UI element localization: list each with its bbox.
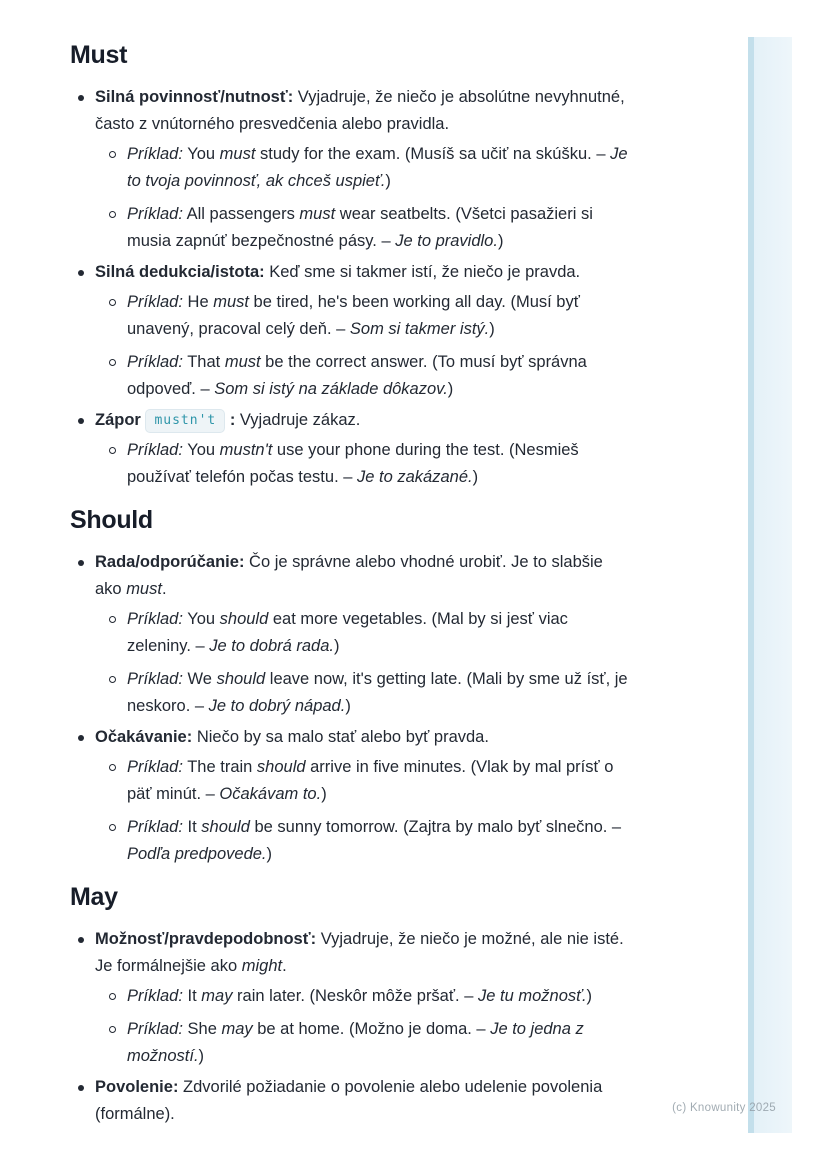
text-segment: Príklad: (127, 818, 183, 836)
text-segment: Som si istý na základe dôkazov. (214, 380, 448, 398)
text-segment: Je to dobrý nápad. (208, 697, 346, 715)
circle-bullet-icon (109, 151, 116, 158)
list-item (70, 926, 632, 1070)
text-segment: may (221, 1020, 253, 1038)
example-item (95, 437, 632, 491)
section-heading-may: May (70, 883, 118, 911)
text-segment: Príklad: (127, 353, 183, 371)
text-segment: We (182, 670, 217, 688)
circle-bullet-icon (109, 211, 116, 218)
text-segment: study for the exam. (Musíš sa učiť na skúšku. – (255, 145, 611, 163)
item-lead-text (95, 549, 632, 603)
disc-bullet-icon (78, 1085, 84, 1091)
text-segment: Možnosť/pravdepodobnosť: (95, 930, 317, 948)
text-segment: Povolenie: (95, 1078, 179, 1096)
text-segment: Príklad: (127, 441, 183, 459)
text-segment: Očakávanie: (95, 728, 193, 746)
text-segment: ) (586, 987, 593, 1005)
text-segment: Vyjadruje, že niečo je absolútne nevyhnutné, často z vnútorného presvedčenia alebo pravidla. (95, 88, 625, 133)
example-item (95, 814, 632, 868)
text-segment: may (201, 987, 233, 1005)
text-segment: Príklad: (127, 293, 183, 311)
text-segment: rain later. (Neskôr môže pršať. – (232, 987, 478, 1005)
text-segment: be sunny tomorrow. (Zajtra by malo byť slnečno. – (249, 818, 622, 836)
disc-bullet-icon (78, 418, 84, 424)
example-item (95, 1016, 632, 1070)
example-item (95, 983, 632, 1010)
example-list (95, 141, 632, 255)
text-segment: He (182, 293, 214, 311)
item-lead-text (95, 84, 632, 138)
text-segment: You (182, 610, 220, 628)
text-segment: The train (182, 758, 257, 776)
text-segment: Je to pravidlo. (395, 232, 498, 250)
text-segment: Silná dedukcia/istota: (95, 263, 265, 281)
text-segment: Príklad: (127, 987, 183, 1005)
list-item (70, 259, 632, 403)
text-segment: Silná povinnosť/nutnosť: (95, 88, 294, 106)
circle-bullet-icon (109, 824, 116, 831)
item-lead-text (95, 259, 632, 286)
text-segment: Je tu možnosť. (477, 987, 587, 1005)
item-lead-text (95, 407, 632, 434)
text-segment: be the correct answer. (To musí byť správna odpoveď. – (127, 353, 587, 398)
text-segment: be tired, he's been working all day. (Musí byť unavený, pracoval celý deň. – (127, 293, 580, 338)
text-segment: ) (497, 232, 504, 250)
text-segment: ) (447, 380, 454, 398)
text-segment: Zápor (95, 411, 141, 429)
list-item (70, 549, 632, 720)
text-segment: ) (385, 172, 391, 190)
circle-bullet-icon (109, 993, 116, 1000)
text-segment: Príklad: (127, 670, 183, 688)
text-segment: Príklad: (127, 758, 183, 776)
text-segment: ) (334, 637, 340, 655)
text-segment: She (182, 1020, 222, 1038)
section-list-must (70, 84, 632, 491)
text-segment: Niečo by sa malo stať alebo byť pravda. (192, 728, 489, 746)
text-segment: leave now, it's getting late. (Mali by sme už ísť, je neskoro. – (127, 670, 628, 715)
text-segment: Rada/odporúčanie: (95, 553, 245, 571)
code-token: mustn't (145, 409, 225, 433)
page-edge-preview (748, 37, 792, 1133)
text-segment: : (229, 411, 236, 429)
text-segment: should (219, 610, 269, 628)
section-list-may (70, 926, 632, 1128)
list-item (70, 407, 632, 491)
text-segment: mustn't (219, 441, 273, 459)
text-segment: Príklad: (127, 205, 183, 223)
example-item (95, 201, 632, 255)
text-segment: All passengers (182, 205, 300, 223)
text-segment: Je to jedna z možností. (127, 1020, 584, 1065)
text-segment: Som si takmer istý. (349, 320, 490, 338)
circle-bullet-icon (109, 299, 116, 306)
example-list (95, 437, 632, 491)
section-heading-must: Must (70, 41, 128, 69)
list-item (70, 724, 632, 868)
circle-bullet-icon (109, 616, 116, 623)
text-segment: must (299, 205, 336, 223)
text-segment: should (256, 758, 306, 776)
disc-bullet-icon (78, 735, 84, 741)
circle-bullet-icon (109, 359, 116, 366)
example-item (95, 289, 632, 343)
circle-bullet-icon (109, 447, 116, 454)
example-item (95, 754, 632, 808)
text-segment: You (182, 441, 220, 459)
text-segment: Keď sme si takmer istí, že niečo je pravda. (264, 263, 581, 281)
text-segment: ) (266, 845, 273, 863)
list-item (70, 84, 632, 255)
text-segment: must (224, 353, 261, 371)
example-list (95, 289, 632, 403)
text-segment: It (182, 987, 202, 1005)
circle-bullet-icon (109, 676, 116, 683)
text-segment: ) (345, 697, 351, 715)
text-segment: Je to zakázané. (357, 468, 473, 486)
text-segment: . (161, 580, 167, 598)
text-segment: That (182, 353, 225, 371)
text-segment: . (282, 957, 287, 975)
disc-bullet-icon (78, 270, 84, 276)
text-segment: Zdvorilé požiadanie o povolenie alebo udelenie povolenia (formálne). (95, 1078, 603, 1123)
text-segment: ) (489, 320, 495, 338)
text-segment: must (126, 580, 162, 598)
text-segment: Je to dobrá rada. (209, 637, 334, 655)
text-segment: wear seatbelts. (Všetci pasažieri si musia zapnúť bezpečnostné pásy. – (127, 205, 593, 250)
text-segment: arrive in five minutes. (Vlak by mal prísť o päť minút. – (127, 758, 614, 803)
text-segment: Príklad: (127, 1020, 183, 1038)
text-segment: use your phone during the test. (Nesmieš používať telefón počas testu. – (127, 441, 579, 486)
example-list (95, 606, 632, 720)
text-segment: Očakávam to. (219, 785, 322, 803)
text-segment: Príklad: (127, 610, 183, 628)
example-item (95, 141, 632, 195)
text-segment: eat more vegetables. (Mal by si jesť viac zeleniny. – (127, 610, 568, 655)
text-segment: ) (472, 468, 479, 486)
text-segment: Je to tvoja povinnosť, ak chceš uspieť. (127, 145, 628, 190)
item-lead-text (95, 926, 632, 980)
text-segment: be at home. (Možno je doma. – (252, 1020, 491, 1038)
text-segment: Čo je správne alebo vhodné urobiť. Je to slabšie ako (95, 553, 603, 598)
example-list (95, 754, 632, 868)
text-segment: should (216, 670, 266, 688)
example-item (95, 606, 632, 660)
text-segment: Vyjadruje zákaz. (235, 411, 361, 429)
notes-content (70, 40, 632, 1132)
disc-bullet-icon (78, 95, 84, 101)
text-segment: must (213, 293, 249, 311)
example-item (95, 349, 632, 403)
text-segment: should (201, 818, 250, 836)
section-list-should (70, 549, 632, 868)
item-lead-text (95, 1074, 632, 1128)
disc-bullet-icon (78, 560, 84, 566)
text-segment: It (182, 818, 202, 836)
watermark: (c) Knowunity 2025 (672, 1102, 776, 1114)
list-item (70, 1074, 632, 1128)
circle-bullet-icon (109, 1026, 116, 1033)
text-segment: must (219, 145, 256, 163)
text-segment: Príklad: (127, 145, 183, 163)
item-lead-text (95, 724, 632, 751)
text-segment: Vyjadruje, že niečo je možné, ale nie isté. Je formálnejšie ako (95, 930, 624, 975)
text-segment: might (241, 957, 283, 975)
text-segment: ) (321, 785, 327, 803)
example-item (95, 666, 632, 720)
text-segment: You (182, 145, 220, 163)
circle-bullet-icon (109, 764, 116, 771)
text-segment: ) (198, 1047, 205, 1065)
disc-bullet-icon (78, 937, 84, 943)
example-list (95, 983, 632, 1070)
section-heading-should: Should (70, 506, 153, 534)
text-segment: Podľa predpovede. (127, 845, 267, 863)
